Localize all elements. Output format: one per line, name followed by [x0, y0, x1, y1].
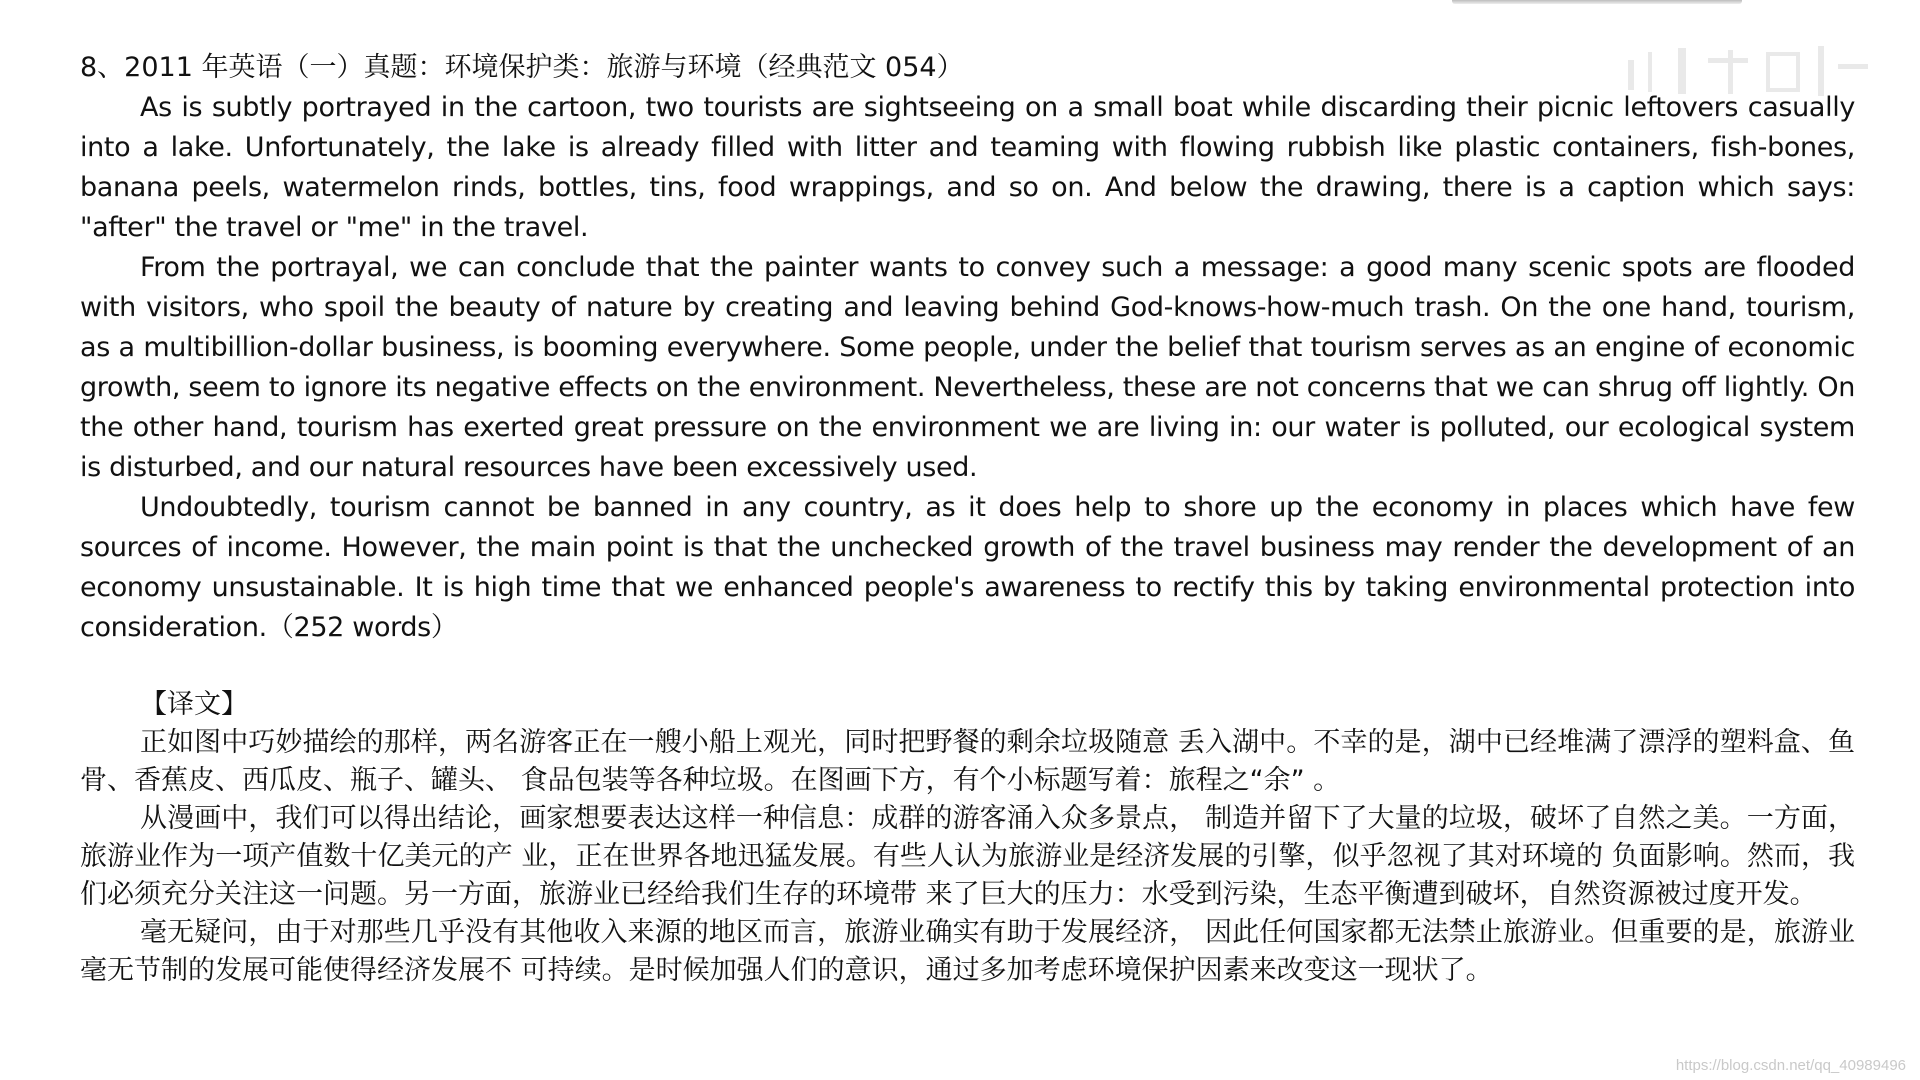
- source-watermark: https://blog.csdn.net/qq_40989496: [1675, 1057, 1906, 1074]
- english-essay: [80, 88, 1855, 648]
- document-page: [80, 48, 1855, 990]
- translation-paragraph-1: 正如图中巧妙描绘的那样，两名游客正在一艘小船上观光，同时把野餐的剩余垃圾随意 丢入湖中。不幸的是，湖中已经堆满了漂浮的塑料盒、鱼骨、香蕉皮、西瓜皮、瓶子、罐头、 食品包装等各种垃圾。在图画下方，有个小标题写着：旅程之“余” 。: [80, 727, 1855, 796]
- english-paragraph-3: Undoubtedly, tourism cannot be banned in any country, as it does help to shore up the economy in places which have few sources of income. However, the main point is that the unchecked growth of the travel business may render the development of an economy unsustainable. It is high time that we enhanced people's awareness to rectify this by taking environmental protection into consideration.（252 words）: [80, 492, 1855, 643]
- essay-title: 8、2011 年英语（一）真题：环境保护类：旅游与环境（经典范文 054）: [80, 52, 964, 83]
- chinese-translation: [80, 686, 1855, 990]
- english-paragraph-2: From the portrayal, we can conclude that the painter wants to convey such a message: a good many scenic spots are flooded with visitors, who spoil the beauty of nature by creating and leaving behind God-knows-how-much trash. On the one hand, tourism, as a multibillion-dollar business, is booming everywhere. Some people, under the belief that tourism serves as an engine of economic growth, seem to ignore its negative effects on the environment. Nevertheless, these are not concerns that we can shrug off lightly. On the other hand, tourism has exerted great pressure on the environment we are living in: our water is polluted, our ecological system is disturbed, and our natural resources have been excessively used.: [80, 252, 1855, 483]
- english-paragraph-1: As is subtly portrayed in the cartoon, two tourists are sightseeing on a small boat while discarding their picnic leftovers casually into a lake. Unfortunately, the lake is already filled with litter and teaming with flowing rubbish like plastic containers, fish-bones, banana peels, watermelon rinds, bottles, tins, food wrappings, and so on. And below the drawing, there is a caption which says: "after" the travel or "me" in the travel.: [80, 92, 1855, 243]
- section-spacer: [80, 648, 1855, 686]
- translation-paragraph-3: 毫无疑问，由于对那些几乎没有其他收入来源的地区而言，旅游业确实有助于发展经济， 因此任何国家都无法禁止旅游业。但重要的是，旅游业毫无节制的发展可能使得经济发展不 可持续。是时候加强人们的意识，通过多加考虑环境保护因素来改变这一现状了。: [80, 917, 1855, 986]
- translation-paragraph-2: 从漫画中，我们可以得出结论，画家想要表达这样一种信息：成群的游客涌入众多景点， 制造并留下了大量的垃圾，破坏了自然之美。一方面，旅游业作为一项产值数十亿美元的产 业，正在世界各地迅猛发展。有些人认为旅游业是经济发展的引擎，似乎忽视了其对环境的 负面影响。然而，我们必须充分关注这一问题。另一方面，旅游业已经给我们生存的环境带 来了巨大的压力：水受到污染，生态平衡遭到破坏，自然资源被过度开发。: [80, 803, 1855, 910]
- window-edge-shadow: [1452, 0, 1742, 4]
- translation-heading: 【译文】: [140, 689, 248, 720]
